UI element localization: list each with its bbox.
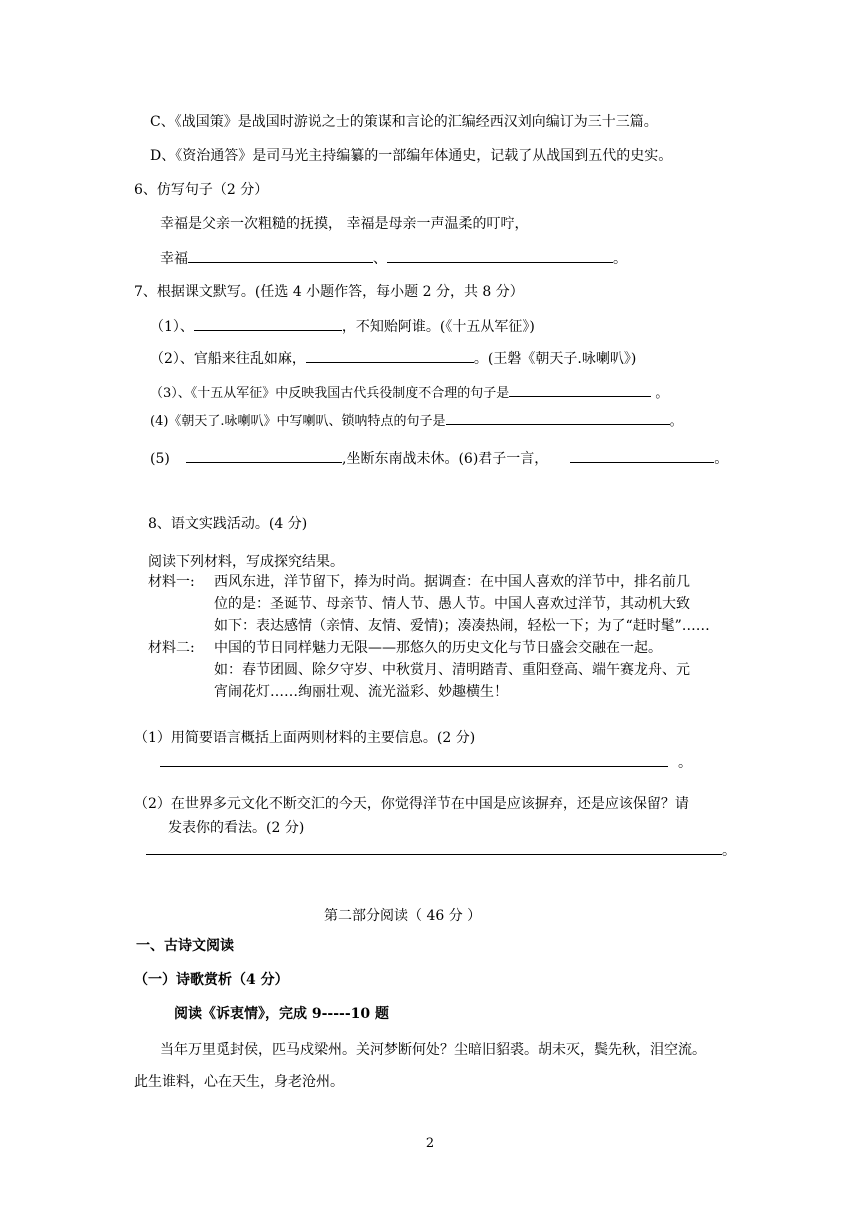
q7-1-blank[interactable]	[194, 316, 342, 331]
poem-line-1: 当年万里觅封侯，匹马戍梁州。关河梦断何处？尘暗旧貂裘。胡未灭，鬓先秋，泪空流。	[160, 1042, 706, 1058]
q7-6-suffix: 。	[714, 451, 729, 467]
q7-title: 7、根据课文默写。(任选 4 小题作答，每小题 2 分，共 8 分）	[134, 284, 524, 300]
q7-item-5-6	[150, 448, 728, 469]
q6-end: 。	[613, 251, 627, 267]
q7-4-suffix: 。	[669, 414, 683, 429]
q7-2-prefix: （2）、官船来往乱如麻，	[150, 351, 306, 367]
q8-sub-2-answer	[146, 840, 736, 861]
material-1-line-3: 如下：表达感情（亲情、友情、爱情)；凑凑热闹，轻松一下；为了“赶时髦”……	[214, 618, 710, 634]
q7-2-blank[interactable]	[306, 348, 474, 363]
q7-2-suffix: 。(王磐《朝天子.咏喇叭》)	[473, 351, 637, 367]
q7-4-blank[interactable]	[446, 410, 670, 425]
q8-sub-1: （1）用简要语言概括上面两则材料的主要信息。(2 分)	[134, 730, 476, 746]
q7-item-2	[150, 348, 636, 369]
q7-5-prefix: (5)	[150, 451, 170, 467]
material-2-line-1: 中国的节日同样魅力无限——那悠久的历史文化与节日盛会交融在一起。	[214, 640, 662, 656]
q6-separator: 、	[373, 251, 387, 267]
q8-title: 8、语文实践活动。(4 分)	[148, 516, 308, 532]
q7-3-prefix: （3）、《十五从军征》中反映我国古代兵役制度不合理的句子是	[150, 386, 510, 401]
q5-option-d: D、《资治通答》是司马光主持编纂的一部编年体通史，记载了从战国到五代的史实。	[150, 148, 673, 164]
q8-sub-2-blank[interactable]	[146, 840, 722, 855]
material-2-line-2: 如：春节团圆、除夕守岁、中秋赏月、清明踏青、重阳登高、端午赛龙舟、元	[214, 662, 690, 678]
part-2-heading: 第二部分阅读（ 46 分 ）	[324, 908, 482, 924]
q8-sub-2-line-1: （2）在世界多元文化不断交汇的今天，你觉得洋节在中国是应该摒弃，还是应该保留？请	[134, 796, 689, 812]
q5-option-c: C、《战国策》是战国时游说之士的策谋和言论的汇编经西汉刘向编订为三十三篇。	[150, 114, 658, 130]
q8-sub-2-line-2: 发表你的看法。(2 分)	[168, 820, 305, 836]
q7-item-3	[150, 382, 668, 404]
q7-1-prefix: （1）、	[150, 319, 194, 335]
q6-blank-1[interactable]	[188, 248, 373, 263]
material-2-line-3: 宵闹花灯……绚丽壮观、流光溢彩、妙趣横生！	[214, 684, 508, 700]
q8-sub-2-end: 。	[722, 843, 736, 859]
q6-title: 6、仿写句子（2 分）	[134, 182, 269, 198]
subsection-1-heading: （一）诗歌赏析（4 分）	[134, 972, 289, 988]
q7-3-blank[interactable]	[509, 382, 651, 397]
material-1-label: 材料一:	[148, 574, 195, 590]
q7-5-suffix: ,坐断东南战未休。(6)君子一言，	[342, 451, 549, 467]
poem-line-2: 此生谁料，心在天生，身老沧州。	[134, 1074, 344, 1090]
q7-item-4	[150, 410, 683, 432]
q7-6-blank[interactable]	[570, 448, 714, 463]
q6-blank-2[interactable]	[387, 248, 613, 263]
q6-example: 幸福是父亲一次粗糙的抚摸， 幸福是母亲一声温柔的叮咛，	[160, 216, 529, 232]
q7-4-prefix: (4)《朝天了.咏喇叭》中写喇叭、锁呐特点的句子是	[150, 414, 446, 429]
q8-intro: 阅读下列材料，写成探究结果。	[148, 554, 344, 570]
q8-sub-1-blank[interactable]	[160, 752, 668, 767]
q8-sub-1-answer	[160, 752, 692, 773]
q8-sub-1-end: 。	[678, 755, 692, 771]
q7-3-suffix: 。	[655, 386, 669, 401]
page-number: 2	[425, 1136, 435, 1151]
q6-prefix: 幸福	[160, 251, 188, 267]
material-2-label: 材料二:	[148, 640, 195, 656]
section-1-heading: 一、古诗文阅读	[136, 938, 234, 954]
q6-answer-line	[160, 248, 627, 269]
poem-instruction: 阅读《诉衷情》，完成 9-----10 题	[174, 1006, 390, 1022]
q7-1-suffix: ，不知贻阿谁。(《十五从军征》)	[341, 319, 535, 335]
q7-item-1	[150, 316, 535, 337]
material-1-line-2: 位的是：圣诞节、母亲节、情人节、愚人节。中国人喜欢过洋节，其动机大致	[214, 596, 690, 612]
material-1-line-1: 西风东进，洋节留下，捧为时尚。据调查：在中国人喜欢的洋节中，排名前几	[214, 574, 690, 590]
q7-5-blank[interactable]	[186, 448, 342, 463]
